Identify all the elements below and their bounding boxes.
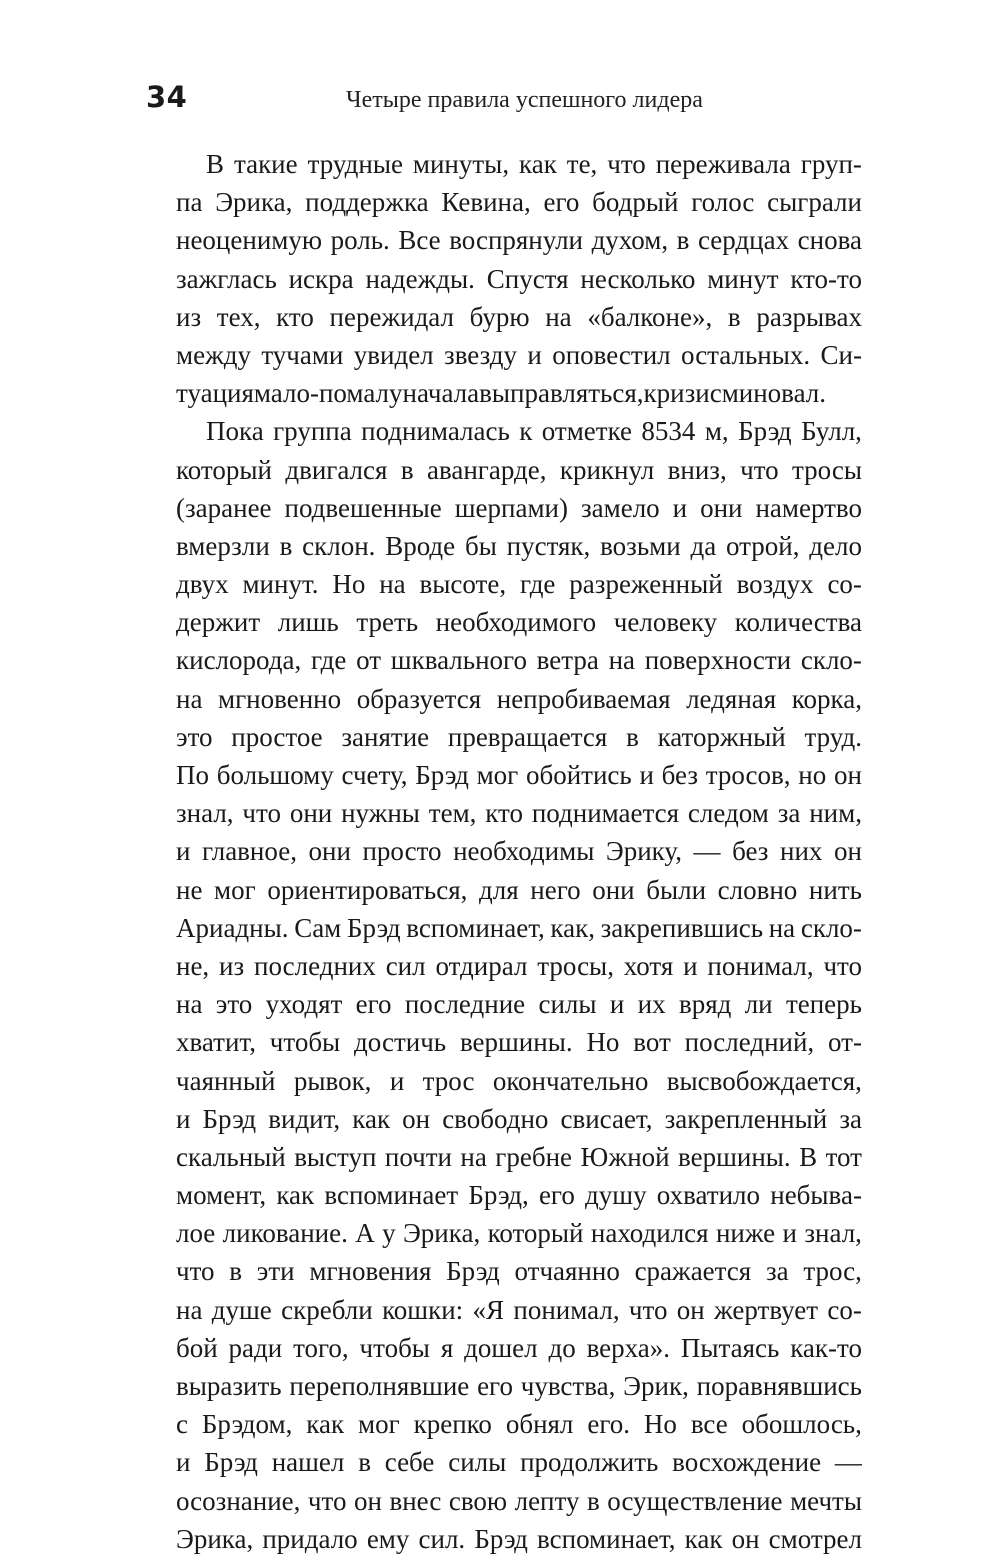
text-line: из тех, кто пережидал бурю на «балконе», в разрывах <box>176 301 862 332</box>
text-line: неоценимую роль. Все воспрянули духом, в сердцах снова <box>176 225 862 256</box>
text-line: знал, что они нужны тем, кто поднимается следом за ним, <box>176 798 862 829</box>
text-line: скальный выступ почти на гребне Южной вершины. В тот <box>176 1141 862 1172</box>
text-line: хватит, чтобы достичь вершины. Но вот последний, от- <box>176 1027 862 1058</box>
text-line: не, из последних сил отдирал тросы, хотя и понимал, что <box>176 950 862 981</box>
text-line: чаянный рывок, и трос окончательно высвобождается, <box>176 1065 862 1096</box>
text-line: бой ради того, чтобы я дошел до верха». Пытаясь как-то <box>176 1332 862 1363</box>
page-header <box>146 80 862 120</box>
text-line: двух минут. Но на высоте, где разреженный воздух со- <box>176 569 862 600</box>
text-line: лое ликование. А у Эрика, который находился ниже и знал, <box>176 1218 862 1249</box>
text-line: Эрика, придало ему сил. Брэд вспоминает, как он смотрел <box>176 1523 862 1554</box>
text-line: момент, как вспоминает Брэд, его душу охватило небыва- <box>176 1180 862 1211</box>
text-line: с Брэдом, как мог крепко обнял его. Но все обошлось, <box>176 1409 862 1440</box>
text-line: это простое занятие превращается в каторжный труд. <box>176 721 862 752</box>
text-line: па Эрика, поддержка Кевина, его бодрый голос сыграли <box>176 187 862 218</box>
text-line: Ариадны. Сам Брэд вспоминает, как, закрепившись на скло- <box>176 912 862 943</box>
text-line: зажглась искра надежды. Спустя несколько минут кто-то <box>176 263 862 294</box>
text-line: туация мало-помалу начала выправляться, кризис миновал. <box>176 378 827 409</box>
text-line: и Брэд видит, как он свободно свисает, закрепленный за <box>176 1103 862 1134</box>
text-line: который двигался в авангарде, крикнул вниз, что тросы <box>176 454 862 485</box>
text-line: (заранее подвешенные шерпами) замело и они намертво <box>176 492 862 523</box>
text-line: вмерзли в склон. Вроде бы пустяк, возьми да отрой, дело <box>176 530 862 561</box>
page-number: 34 <box>146 80 188 114</box>
text-line: на это уходят его последние силы и их вряд ли теперь <box>176 989 862 1020</box>
text-line: и главное, они просто необходимы Эрику, — без них он <box>176 836 862 867</box>
text-line: между тучами увидел звезду и оповестил остальных. Си- <box>176 339 862 370</box>
text-line: на мгновенно образуется непробиваемая ледяная корка, <box>176 683 862 714</box>
text-line: держит лишь треть необходимого человеку количества <box>176 607 862 638</box>
text-line: осознание, что он внес свою лепту в осуществление мечты <box>176 1485 862 1516</box>
text-line: В такие трудные минуты, как те, что переживала груп- <box>206 149 862 179</box>
paragraph <box>176 145 862 412</box>
text-line: Пока группа поднималась к отметке 8534 м, Брэд Булл, <box>206 416 862 447</box>
text-line: на душе скребли кошки: «Я понимал, что он жертвует со- <box>176 1294 862 1325</box>
text-line: выразить переполнявшие его чувства, Эрик, поравнявшись <box>176 1371 862 1401</box>
text-line: кислорода, где от шквального ветра на поверхности скло- <box>176 645 862 676</box>
text-line: не мог ориентироваться, для него они были словно нить <box>176 874 862 905</box>
paragraph <box>176 412 862 1558</box>
text-line: По большому счету, Брэд мог обойтись и без тросов, но он <box>176 760 862 790</box>
text-line: и Брэд нашел в себе силы продолжить восхождение — <box>176 1447 862 1478</box>
text-line: что в эти мгновения Брэд отчаянно сражается за трос, <box>176 1256 862 1287</box>
body-text <box>176 145 862 1558</box>
running-title: Четыре правила успешного лидера <box>346 87 703 113</box>
